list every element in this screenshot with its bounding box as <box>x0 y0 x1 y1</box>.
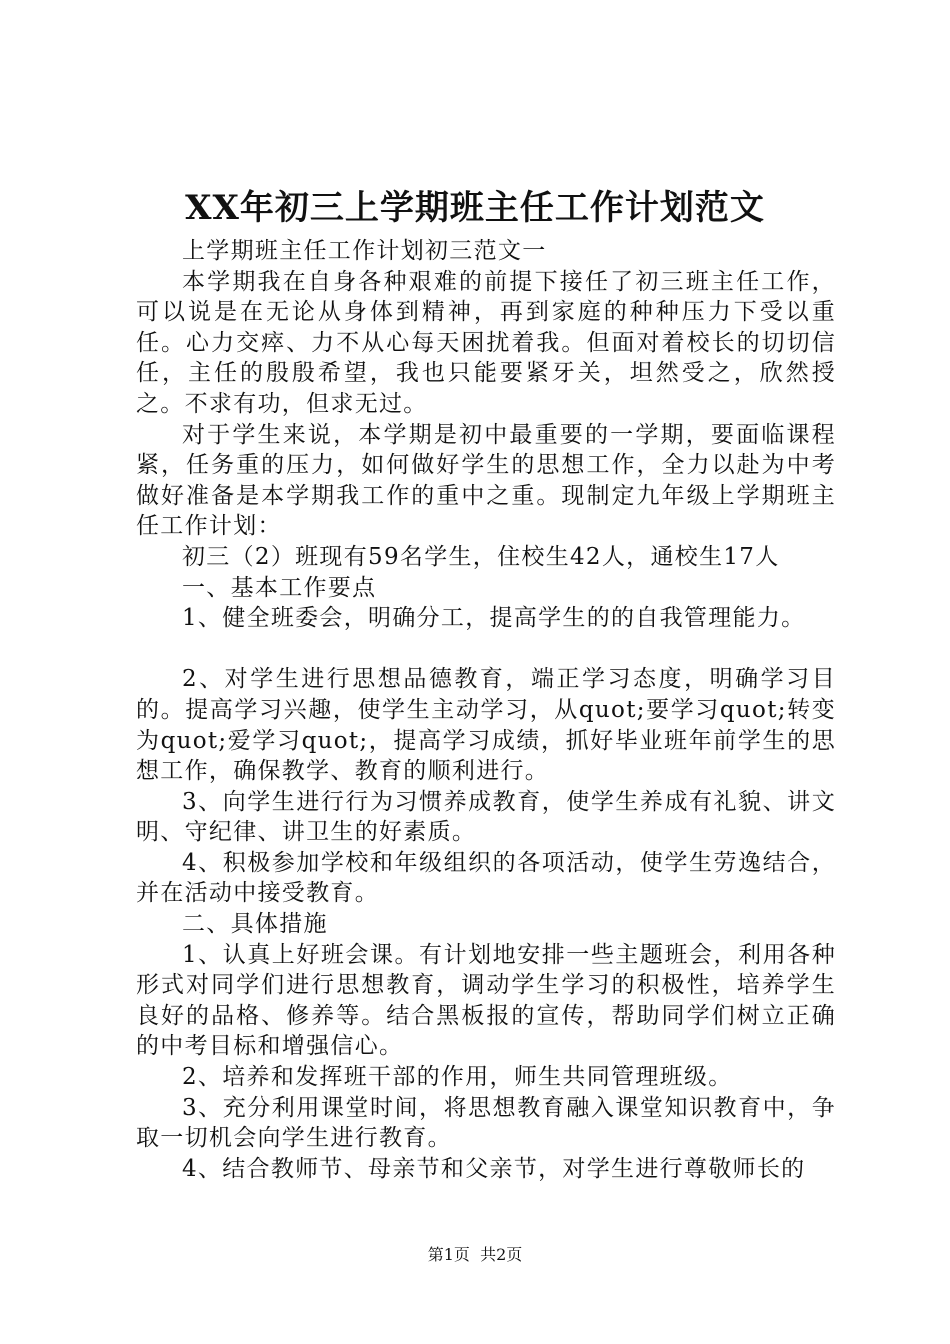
document-title: XX年初三上学期班主任工作计划范文 <box>185 188 765 228</box>
paragraph: 4、积极参加学校和年级组织的各项活动，使学生劳逸结合，并在活动中接受教育。 <box>136 849 836 907</box>
section-heading: 一、基本工作要点 <box>182 574 377 601</box>
paragraph: 3、向学生进行行为习惯养成教育，使学生养成有礼貌、讲文明、守纪律、讲卫生的好素质。 <box>136 788 836 846</box>
document-body <box>136 236 836 1184</box>
section-heading: 二、具体措施 <box>182 911 328 938</box>
paragraph: 2、培养和发挥班干部的作用，师生共同管理班级。 <box>182 1064 733 1091</box>
paragraph: 1、健全班委会，明确分工，提高学生的的自我管理能力。 <box>182 605 806 632</box>
paragraph: 4、结合教师节、母亲节和父亲节，对学生进行尊敬师长的 <box>182 1155 806 1182</box>
paragraph: 上学期班主任工作计划初三范文一 <box>182 238 547 264</box>
page-footer: 第1页 共2页 <box>427 1245 523 1264</box>
paragraph: 2、对学生进行思想品德教育，端正学习态度，明确学习目的。提高学习兴趣，使学生主动学习，从quot;要学习quot;转变为quot;爱学习quot;，提高学习成绩，抓好毕业班年前学生的思想工作，确保教学、教育的顺利进行。 <box>136 666 836 785</box>
paragraph: 初三（2）班现有59名学生，住校生42人，通校生17人 <box>182 543 780 570</box>
paragraph: 1、认真上好班会课。有计划地安排一些主题班会，利用各种形式对同学们进行思想教育，调动学生学习的积极性，培养学生良好的品格、修养等。结合黑板报的宣传，帮助同学们树立正确的中考目标和增强信心。 <box>136 941 836 1060</box>
paragraph: 对于学生来说，本学期是初中最重要的一学期，要面临课程紧，任务重的压力，如何做好学生的思想工作，全力以赴为中考做好准备是本学期我工作的重中之重。现制定九年级上学期班主任工作计划： <box>136 421 836 540</box>
paragraph: 本学期我在自身各种艰难的前提下接任了初三班主任工作，可以说是在无论从身体到精神，再到家庭的种种压力下受以重任。心力交瘁、力不从心每天困扰着我。但面对着校长的切切信任，主任的殷殷希望，我也只能要紧牙关，坦然受之，欣然授之。不求有功，但求无过。 <box>136 268 836 417</box>
paragraph: 3、充分利用课堂时间，将思想教育融入课堂知识教育中，争取一切机会向学生进行教育。 <box>136 1094 836 1152</box>
